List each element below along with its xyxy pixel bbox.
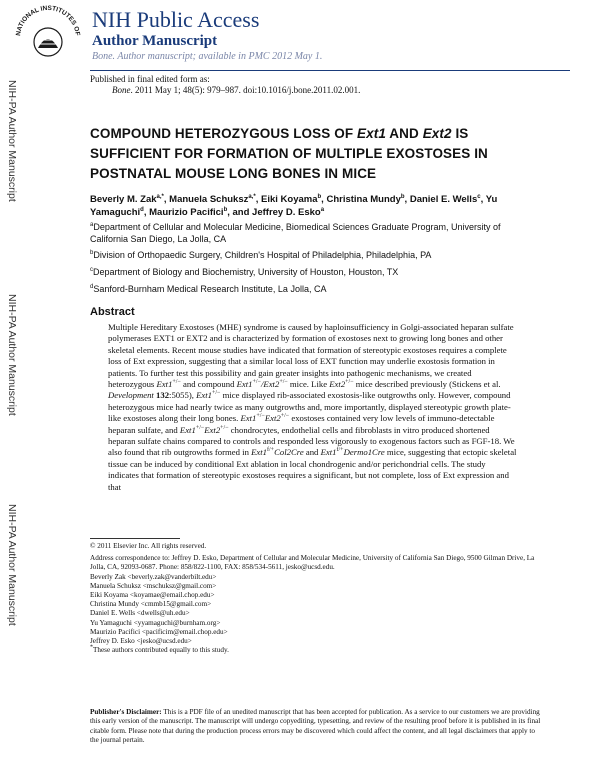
author: Jeffrey D. Esko: [252, 207, 321, 218]
email-line: Daniel E. Wells <dwells@uh.edu>: [90, 609, 190, 618]
nih-logo: [10, 4, 86, 64]
affiliation-d: $^d$Sanford-Burnham Medical Research Institute, La Jolla, CA: [90, 284, 327, 294]
author: Beverly M. Zak: [90, 194, 157, 205]
logo-arc-text: NATIONAL INSTITUTES OF: [15, 4, 81, 37]
footnote-divider: [90, 538, 180, 539]
copyright-line: © 2011 Elsevier Inc. All rights reserved.: [90, 542, 207, 550]
email-line: Manuela Schuksz <mschuksz@gmail.com>: [90, 581, 217, 590]
author-list: Beverly M. Zak$^{a,*}$, Manuela Schuksz$^{a,*}$, Eiki Koyama$^b$, Christina Mundy$^b$, Daniel E. Wells$^c$, Yu Yamaguchi$^d$, Maurizio Pacifici$^b$, and Jeffrey D. Esko$^a$: [90, 193, 498, 218]
journal-name: Bone: [112, 85, 131, 95]
nih-seal-icon: [10, 4, 86, 64]
author: Christina Mundy: [326, 194, 401, 205]
correspondence: Address correspondence to: Jeffrey D. Esko, Department of Cellular and Molecular Medicine, University of California San Diego, 9500 Gilman Drive, La Jolla, CA, 92093-0687. Phone: 858/822-1100, FAX: 858/534-5611, jesko@ucsd.edu.: [90, 554, 535, 572]
svg-text:NATIONAL INSTITUTES OF HEALTH: [10, 4, 81, 38]
affiliation-b: $^b$Division of Orthopaedic Surgery, Children's Hospital of Philadelphia, Philadelphia, PA: [90, 250, 432, 260]
author-manuscript-label: Author Manuscript: [92, 33, 218, 49]
availability-note: Bone. Author manuscript; available in PMC 2012 May 1.: [92, 51, 323, 62]
affiliation-a: $^a$Department of Cellular and Molecular Medicine, Biomedical Sciences Graduate Program, University of California San Diego, La Jolla, CA: [90, 222, 501, 244]
author: Manuela Schuksz: [169, 194, 249, 205]
equal-contribution-note: *These authors contributed equally to this study.: [90, 644, 229, 655]
author: Daniel E. Wells: [409, 194, 478, 205]
author: Yu Yamaguchi: [90, 194, 498, 218]
published-label: Published in final edited form as:: [90, 74, 210, 84]
abstract-heading: Abstract: [90, 306, 135, 318]
affiliation-c: $^c$Department of Biology and Biochemistry, University of Houston, Houston, TX: [90, 267, 399, 277]
email-line: Maurizio Pacifici <pacificim@email.chop.edu>: [90, 627, 228, 636]
author: Maurizio Pacifici: [149, 207, 224, 218]
email-line: Christina Mundy <cmmb15@gmail.com>: [90, 600, 212, 609]
side-label-2: NIH-PA Author Manuscript: [6, 294, 18, 416]
side-label-3: NIH-PA Author Manuscript: [6, 504, 18, 626]
citation-details: . 2011 May 1; 48(5): 979–987. doi:10.1016/j.bone.2011.02.001.: [130, 85, 361, 95]
disclaimer-text: This is a PDF file of an unedited manuscript that has been accepted for publication. As a service to our customers we are providing this early version of the manuscript. The manuscript will undergo copyediting, typesetting, and review of the resulting proof before it is published in its final citable form. Please note that during the production process errors may be discovered which could affect the content, and all legal disclaimers that apply to the journal pertain.: [90, 708, 541, 745]
citation: [90, 85, 360, 96]
nih-public-access-title: NIH Public Access: [92, 7, 260, 32]
disclaimer-label: Publisher's Disclaimer:: [90, 708, 162, 716]
publisher-disclaimer: [90, 708, 545, 746]
article-title: COMPOUND HETEROZYGOUS LOSS OF Ext1 AND Ext2 IS SUFFICIENT FOR FORMATION OF MULTIPLE EXOSTOSES IN POSTNATAL MOUSE LONG BONES IN MICE: [90, 126, 488, 181]
abstract-body: Multiple Hereditary Exostoses (MHE) syndrome is caused by haploinsufficiency in Golgi-associated heparan sulfate polymerases EXT1 or EXT2 and is characterized by formation of exostoses next to growing long bones and other skeletal elements. Recent mouse studies have indicated that formation of stereotypic exostoses requires a complete loss of Ext expression, suggesting that a similar local loss of EXT function may underlie exostosis formation in patients. To further test this possibility and gain greater insights into pathogenic mechanisms, we created heterozygous Ext1+/− and compound Ext1+/−/Ext2+/− mice. Like Ext2+/− mice described previously (Stickens et al. Development 132:5055), Ext1+/− mice displayed rib-associated exostosis-like outgrowths only. However, compound heterozygous mice had nearly twice as many outgrowths and, more importantly, displayed stereotypic growth plate-like exostoses along their long bones. Ext1+/−Ext2+/− exostoses contained very low levels of immuno-detectable heparan sulfate, and Ext1+/−Ext2+/− chondrocytes, endothelial cells and fibroblasts in vitro produced shortened heparan sulfate chains compared to controls and responded less vigorously to exogenous factors such as FGF-18. We also found that rib outgrowths formed in $Ext1^{f/+}Col2Cre$ and $Ext1^{f/+}Dermo1Cre$ mice, suggesting that ectopic skeletal tissue can be induced by conditional Ext ablation in local chondrogenic and/or perichondrial cells. The study indicates that formation of stereotypic exostoses requires a significant, but not complete, loss of Ext expression and that: [108, 322, 517, 492]
header-divider: [90, 70, 570, 71]
footnotes: [90, 542, 545, 655]
email-line: Yu Yamaguchi <yyamaguchi@burnham.org>: [90, 618, 221, 627]
email-line: Eiki Koyama <koyamae@email.chop.edu>: [90, 591, 215, 600]
header: [92, 8, 322, 64]
publication-info: [90, 74, 360, 96]
author: Eiki Koyama: [261, 194, 318, 205]
email-line: Beverly Zak <beverly.zak@vanderbilt.edu>: [90, 572, 217, 581]
side-label-1: NIH-PA Author Manuscript: [6, 80, 18, 202]
email-line: Jeffrey D. Esko <jesko@ucsd.edu>: [90, 637, 192, 646]
